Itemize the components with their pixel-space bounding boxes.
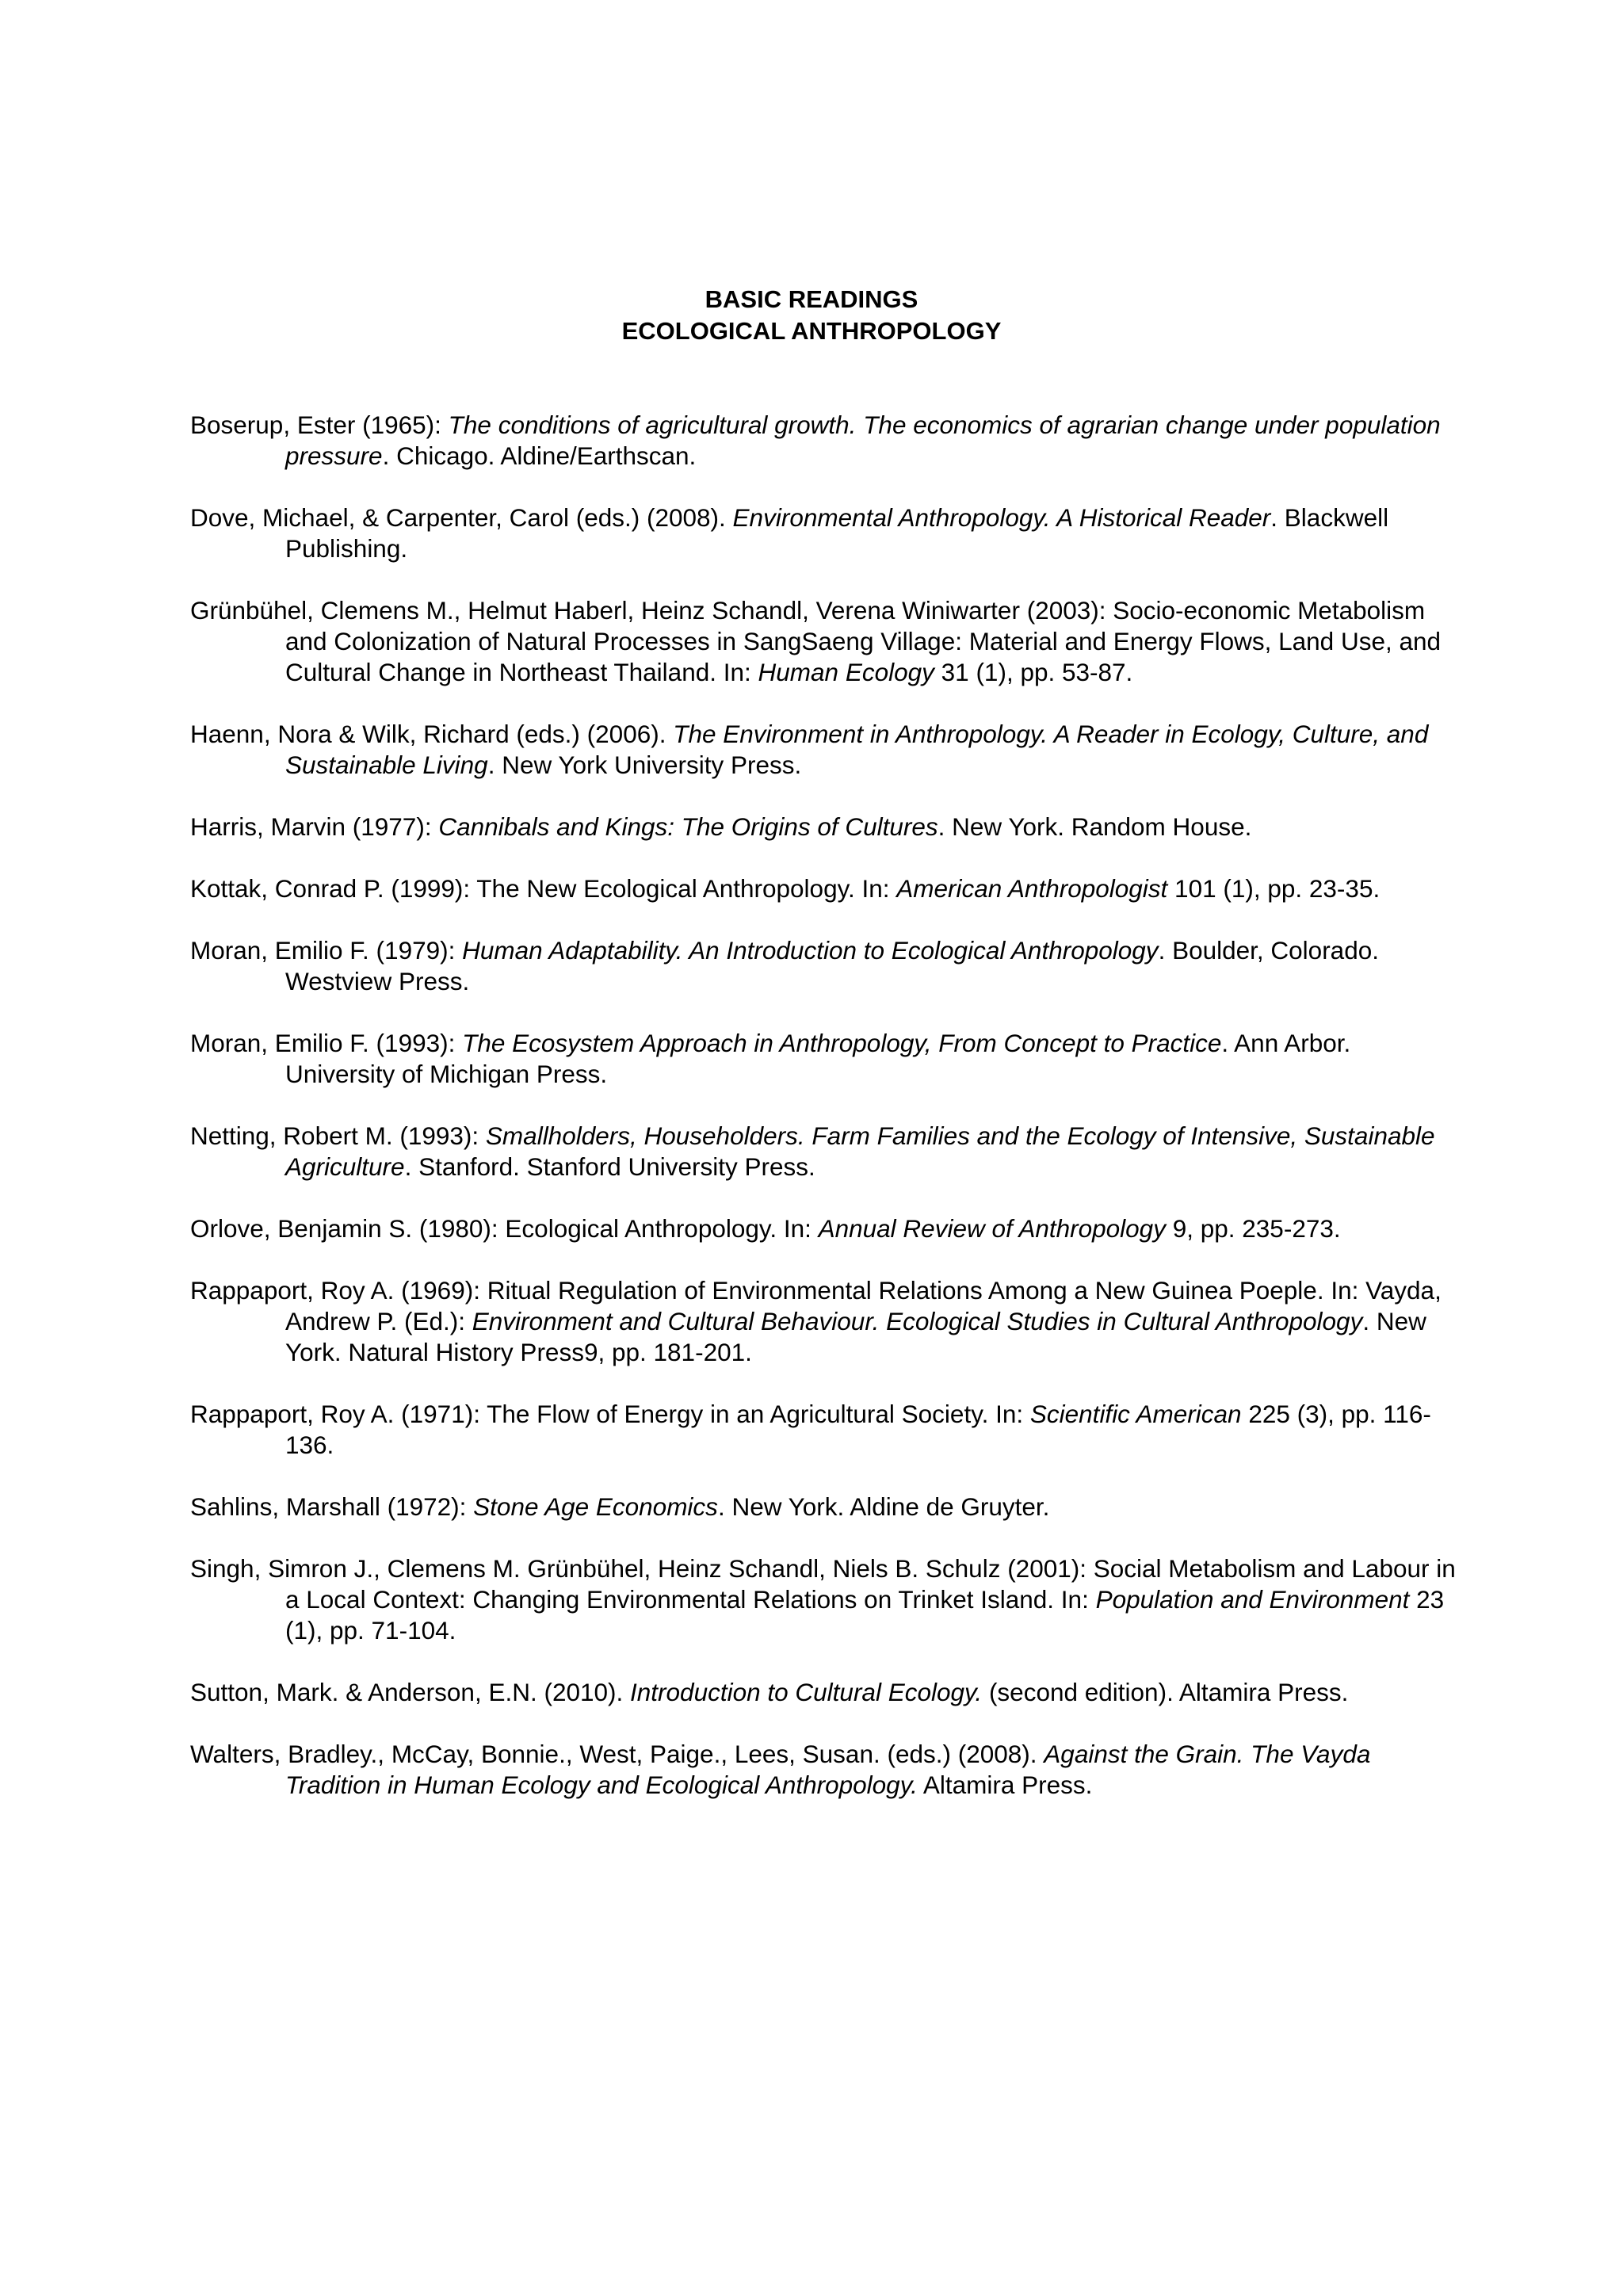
reference-entry (190, 1553, 1458, 1646)
reference-text: Moran, Emilio F. (1993): (190, 1029, 463, 1057)
reference-text: (second edition). Altamira Press. (982, 1678, 1349, 1706)
reference-text: Kottak, Conrad P. (1999): The New Ecological Anthropology. In: (190, 874, 897, 903)
reference-text: . Ann Arbor. University of Michigan Press. (285, 1029, 1351, 1088)
reference-entry (190, 1121, 1458, 1182)
reference-text: Moran, Emilio F. (1979): (190, 936, 463, 965)
page-title (0, 284, 1623, 347)
reference-entry (190, 1213, 1458, 1244)
reference-text: Singh, Simron J., Clemens M. Grünbühel, Heinz Schandl, Niels B. Schulz (2001): Social Metabolism and Labour in a Local Context: Changing Environmental Relations on Trinket Island. In: (190, 1554, 1456, 1614)
reference-text: . Boulder, Colorado. Westview Press. (285, 936, 1379, 995)
reference-entry (190, 595, 1458, 688)
reference-text: Dove, Michael, & Carpenter, Carol (eds.) (2008). (190, 503, 733, 532)
reference-title-text: Cannibals and Kings: The Origins of Cultures (438, 812, 938, 841)
reference-text: Boserup, Ester (1965): (190, 411, 449, 439)
reference-entry (190, 1492, 1458, 1522)
reference-text: . New York University Press. (487, 751, 802, 779)
reference-text: Rappaport, Roy A. (1971): The Flow of Energy in an Agricultural Society. In: (190, 1400, 1030, 1428)
reference-text: 31 (1), pp. 53-87. (934, 658, 1133, 686)
reference-text: 23 (1), pp. 71-104. (285, 1585, 1445, 1645)
reference-title-text: The conditions of agricultural growth. The economics of agrarian change under population pressure (285, 411, 1441, 470)
reference-text: . New York. Random House. (938, 812, 1252, 841)
reference-entry (190, 1028, 1458, 1090)
title-line-1: BASIC READINGS (705, 285, 918, 313)
reference-text: Haenn, Nora & Wilk, Richard (eds.) (2006). (190, 720, 674, 748)
reference-text: Orlove, Benjamin S. (1980): Ecological Anthropology. In: (190, 1214, 819, 1243)
reference-entry (190, 410, 1458, 472)
reference-title-text: Introduction to Cultural Ecology. (630, 1678, 983, 1706)
reference-text: . Stanford. Stanford University Press. (404, 1152, 815, 1181)
reference-title-text: Environment and Cultural Behaviour. Ecological Studies in Cultural Anthropology (472, 1307, 1363, 1335)
reference-text: Grünbühel, Clemens M., Helmut Haberl, Heinz Schandl, Verena Winiwarter (2003): Socio-economic Metabolism and Colonization of Natural Processes in SangSaeng Village: Material and Energy Flows, Land Use, and Cultural Change in Northeast Thailand. In: (190, 596, 1442, 686)
reference-text: . Blackwell Publishing. (285, 503, 1389, 563)
reference-title-text: Human Ecology (758, 658, 934, 686)
reference-text: Walters, Bradley., McCay, Bonnie., West, Paige., Lees, Susan. (eds.) (2008). (190, 1740, 1044, 1768)
reference-text: 101 (1), pp. 23-35. (1167, 874, 1381, 903)
reference-text: 225 (3), pp. 116-136. (285, 1400, 1431, 1459)
reference-title-text: Annual Review of Anthropology (818, 1214, 1166, 1243)
reference-text: Netting, Robert M. (1993): (190, 1121, 486, 1150)
reference-title-text: Population and Environment (1095, 1585, 1410, 1614)
reference-title-text: Smallholders, Householders. Farm Families and the Ecology of Intensive, Sustainable Agriculture (285, 1121, 1435, 1181)
reference-entry (190, 502, 1458, 564)
reference-text: 9, pp. 235-273. (1165, 1214, 1341, 1243)
reference-text: Sutton, Mark. & Anderson, E.N. (2010). (190, 1678, 631, 1706)
reference-entry (190, 1399, 1458, 1461)
reference-title-text: Against the Grain. The Vayda Tradition in Human Ecology and Ecological Anthropology. (285, 1740, 1371, 1799)
reference-title-text: Stone Age Economics (473, 1492, 718, 1521)
reference-text: Rappaport, Roy A. (1969): Ritual Regulation of Environmental Relations Among a New Guinea Poeple. In: Vayda, Andrew P. (Ed.): (190, 1276, 1442, 1335)
reference-title-text: American Anthropologist (896, 874, 1168, 903)
reference-entry (190, 935, 1458, 997)
reference-list (190, 410, 1458, 1832)
reference-entry (190, 719, 1458, 781)
reference-entry (190, 1275, 1458, 1368)
reference-entry (190, 812, 1458, 842)
reference-title-text: Scientific American (1029, 1400, 1242, 1428)
reference-text: . New York. Natural History Press9, pp. 181-201. (285, 1307, 1426, 1366)
reference-text: . New York. Aldine de Gruyter. (717, 1492, 1050, 1521)
reference-text: . Chicago. Aldine/Earthscan. (382, 441, 697, 470)
reference-entry (190, 1677, 1458, 1708)
reference-title-text: Human Adaptability. An Introduction to Ecological Anthropology (462, 936, 1159, 965)
reference-entry (190, 873, 1458, 904)
reference-text: Harris, Marvin (1977): (190, 812, 439, 841)
reference-title-text: The Environment in Anthropology. A Reader in Ecology, Culture, and Sustainable Living (285, 720, 1429, 779)
reference-text: Altamira Press. (917, 1771, 1093, 1799)
reference-entry (190, 1739, 1458, 1801)
reference-title-text: The Ecosystem Approach in Anthropology, From Concept to Practice (462, 1029, 1222, 1057)
reference-text: Sahlins, Marshall (1972): (190, 1492, 474, 1521)
title-line-2: ECOLOGICAL ANTHROPOLOGY (621, 317, 1002, 345)
reference-title-text: Environmental Anthropology. A Historical Reader (732, 503, 1271, 532)
